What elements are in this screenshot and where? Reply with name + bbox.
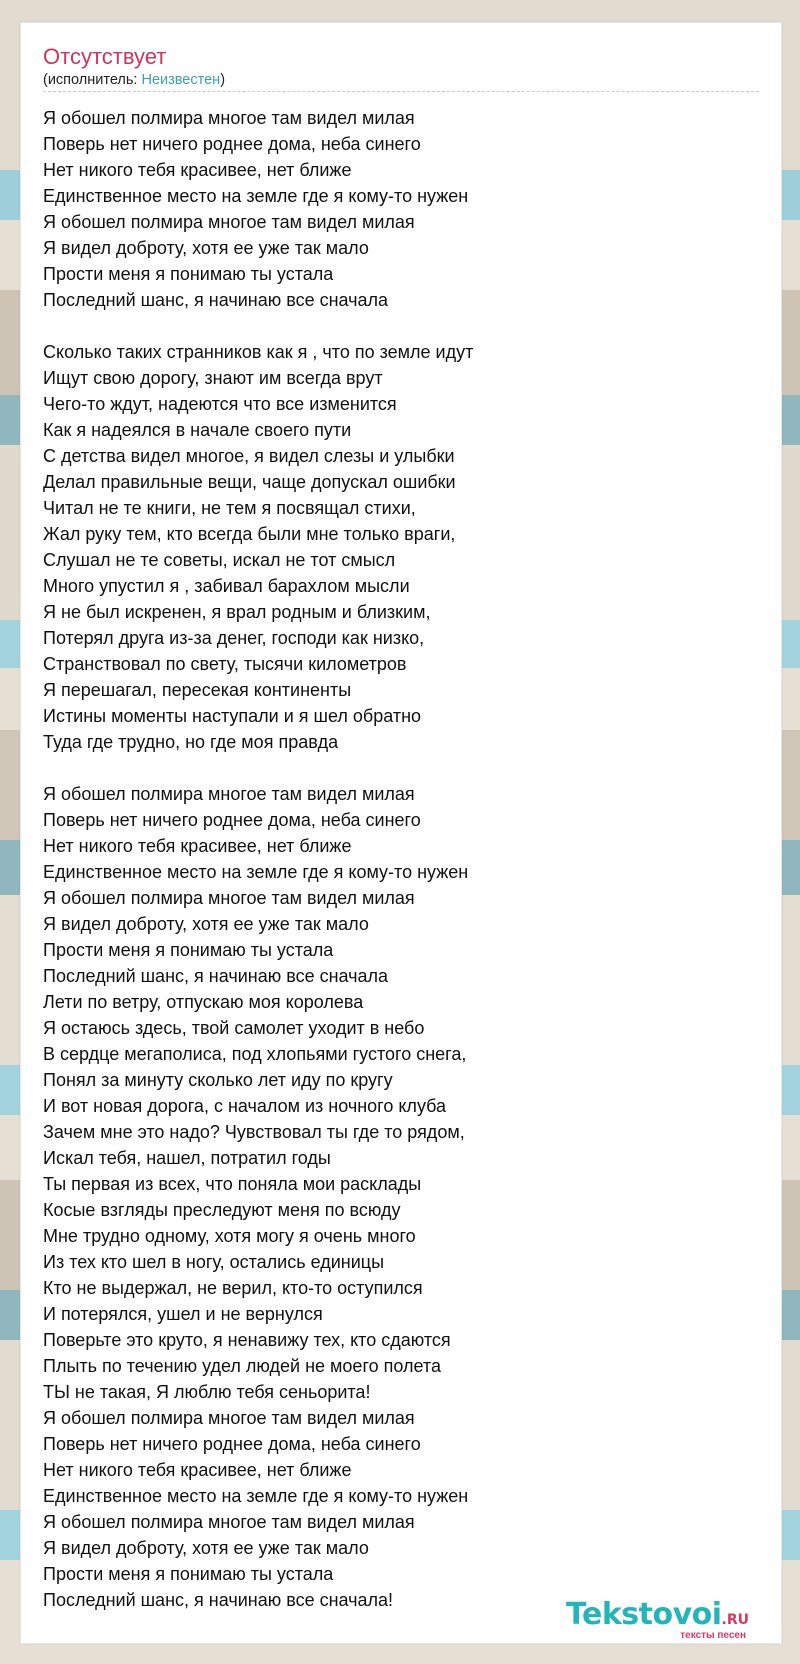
lyrics-line: Нет никого тебя красивее, нет ближе — [43, 1460, 352, 1480]
artist-suffix: ) — [220, 72, 226, 88]
lyrics-line: Косые взгляды преследуют меня по всюду — [43, 1200, 401, 1220]
lyrics-line: Нет никого тебя красивее, нет ближе — [43, 836, 352, 856]
lyrics-line: Я обошел полмира многое там видел милая — [43, 108, 415, 128]
lyrics-line: Единственное место на земле где я кому-то нужен — [43, 862, 469, 882]
lyrics-line: Прости меня я понимаю ты устала — [43, 264, 334, 284]
lyrics-line: Плыть по течению удел людей не моего полета — [43, 1356, 441, 1376]
lyrics-line: Ты первая из всех, что поняла мои расклады — [43, 1174, 422, 1194]
lyrics-line: Я видел доброту, хотя ее уже так мало — [43, 238, 369, 258]
site-logo[interactable] — [566, 1598, 776, 1642]
lyrics-text — [43, 105, 759, 1613]
lyrics-line: Сколько таких странников как я , что по земле идут — [43, 342, 474, 362]
lyrics-line: Я остаюсь здесь, твой самолет уходит в небо — [43, 1018, 425, 1038]
lyrics-line: Кто не выдержал, не верил, кто-то оступился — [43, 1278, 423, 1298]
lyrics-line: Единственное место на земле где я кому-то нужен — [43, 1486, 469, 1506]
lyrics-line: И потерялся, ушел и не вернулся — [43, 1304, 323, 1324]
lyrics-line: Мне трудно одному, хотя могу я очень много — [43, 1226, 416, 1246]
lyrics-line: Зачем мне это надо? Чувствовал ты где то рядом, — [43, 1122, 465, 1142]
lyrics-line: Чего-то ждут, надеются что все изменится — [43, 394, 397, 414]
lyrics-line: Жал руку тем, кто всегда были мне только враги, — [43, 524, 456, 544]
lyrics-line: Последний шанс, я начинаю все сначала! — [43, 1590, 394, 1610]
lyrics-line: Странствовал по свету, тысячи километров — [43, 654, 407, 674]
lyrics-line: Слушал не те советы, искал не тот смысл — [43, 550, 396, 570]
lyrics-line: Туда где трудно, но где моя правда — [43, 732, 339, 752]
lyrics-line: Истины моменты наступали и я шел обратно — [43, 706, 422, 726]
logo-tagline: тексты песен — [680, 1630, 746, 1641]
lyrics-line: Делал правильные вещи, чаще допускал ошибки — [43, 472, 456, 492]
lyrics-card — [20, 22, 782, 1644]
lyrics-line: Ищут свою дорогу, знают им всегда врут — [43, 368, 383, 388]
lyrics-line: В сердце мегаполиса, под хлопьями густого снега, — [43, 1044, 467, 1064]
logo-name: Tekstovoi — [566, 1597, 722, 1632]
lyrics-line: Последний шанс, я начинаю все сначала — [43, 290, 389, 310]
artist-prefix: (исполнитель: — [43, 72, 142, 88]
lyrics-line: Как я надеялся в начале своего пути — [43, 420, 352, 440]
lyrics-line: Я обошел полмира многое там видел милая — [43, 1512, 415, 1532]
lyrics-line: Поверь нет ничего роднее дома, неба синего — [43, 134, 421, 154]
lyrics-line: И вот новая дорога, с началом из ночного клуба — [43, 1096, 447, 1116]
lyrics-line: Искал тебя, нашел, потратил годы — [43, 1148, 331, 1168]
lyrics-line: Читал не те книги, не тем я посвящал стихи, — [43, 498, 416, 518]
lyrics-line: Много упустил я , забивал барахлом мысли — [43, 576, 410, 596]
lyrics-line: Я обошел полмира многое там видел милая — [43, 1408, 415, 1428]
lyrics-line: Прости меня я понимаю ты устала — [43, 1564, 334, 1584]
lyrics-line: Потерял друга из-за денег, господи как низко, — [43, 628, 425, 648]
lyrics-line: Понял за минуту сколько лет иду по кругу — [43, 1070, 393, 1090]
lyrics-line: Поверь нет ничего роднее дома, неба синего — [43, 810, 421, 830]
lyrics-line: Последний шанс, я начинаю все сначала — [43, 966, 389, 986]
song-header — [43, 43, 759, 92]
lyrics-line: Я видел доброту, хотя ее уже так мало — [43, 914, 369, 934]
lyrics-line: Поверьте это круто, я ненавижу тех, кто сдаются — [43, 1330, 451, 1350]
artist-line — [43, 71, 759, 89]
lyrics-line: Лети по ветру, отпускаю моя королева — [43, 992, 364, 1012]
lyrics-line: Нет никого тебя красивее, нет ближе — [43, 160, 352, 180]
artist-link[interactable]: Неизвестен — [141, 72, 221, 88]
lyrics-line: ТЫ не такая, Я люблю тебя сеньорита! — [43, 1382, 371, 1402]
lyrics-line: Я видел доброту, хотя ее уже так мало — [43, 1538, 369, 1558]
lyrics-line: Прости меня я понимаю ты устала — [43, 940, 334, 960]
logo-tld: .RU — [721, 1612, 750, 1628]
lyrics-line: Из тех кто шел в ногу, остались единицы — [43, 1252, 385, 1272]
lyrics-blank-line — [43, 755, 759, 781]
lyrics-line: Единственное место на земле где я кому-то нужен — [43, 186, 469, 206]
song-title: Отсутствует — [43, 44, 167, 69]
lyrics-line: Я не был искренен, я врал родным и близким, — [43, 602, 431, 622]
lyrics-line: Я перешагал, пересекая континенты — [43, 680, 352, 700]
lyrics-blank-line — [43, 313, 759, 339]
lyrics-line: Я обошел полмира многое там видел милая — [43, 888, 415, 908]
lyrics-line: Я обошел полмира многое там видел милая — [43, 212, 415, 232]
lyrics-line: Поверь нет ничего роднее дома, неба синего — [43, 1434, 421, 1454]
lyrics-line: Я обошел полмира многое там видел милая — [43, 784, 415, 804]
lyrics-line: С детства видел многое, я видел слезы и улыбки — [43, 446, 455, 466]
